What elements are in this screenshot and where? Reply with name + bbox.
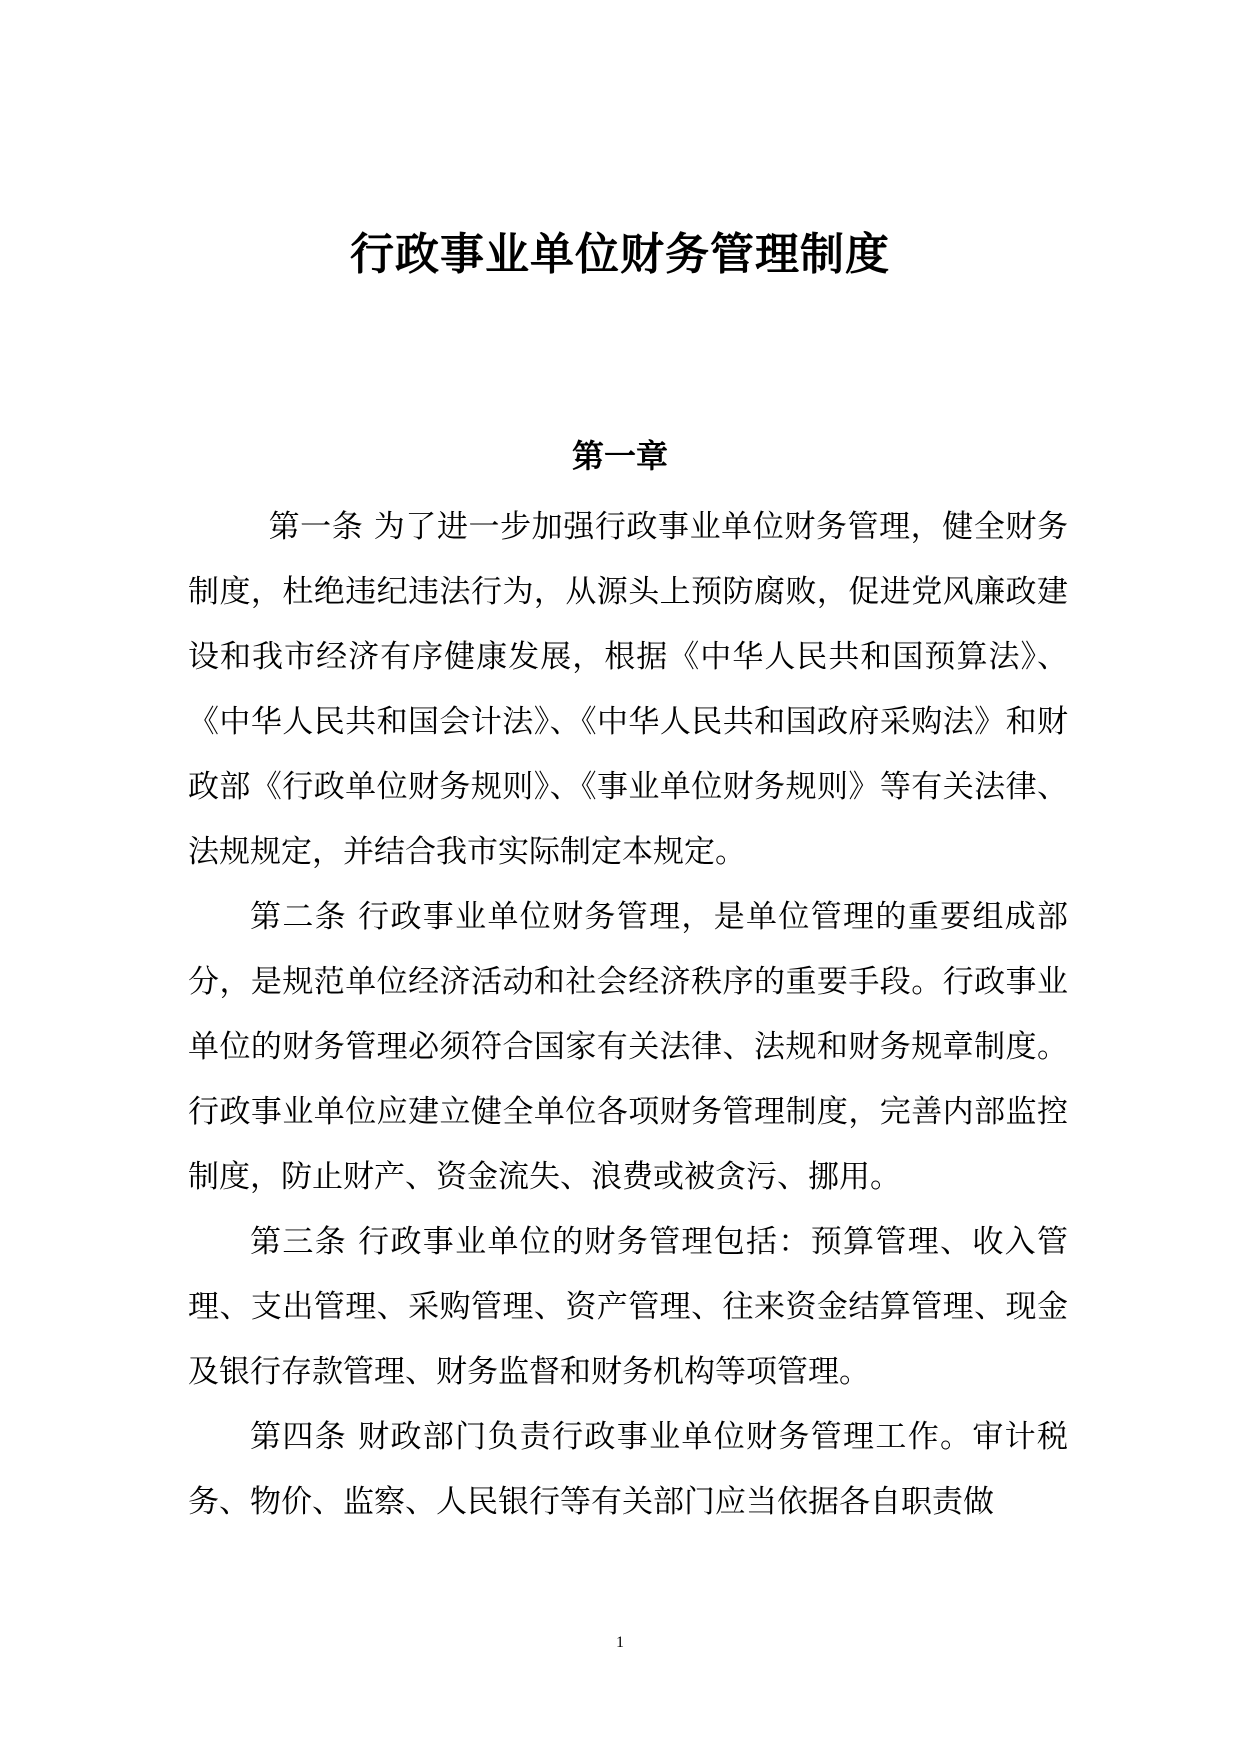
document-title: 行政事业单位财务管理制度 [350,229,890,280]
article-3: 第三条 行政事业单位的财务管理包括：预算管理、收入管理、支出管理、采购管理、资产管理、往来资金结算管理、现金及银行存款管理、财务监督和财务机构等项管理。 [188,1224,1068,1390]
article-1: 第一条 为了进一步加强行政事业单位财务管理，健全财务制度，杜绝违纪违法行为，从源头上预防腐败，促进党风廉政建设和我市经济有序健康发展，根据《中华人民共和国预算法》、《中华人民共和国会计法》、《中华人民共和国政府采购法》和财政部《行政单位财务规则》、《事业单位财务规则》等有关法律、法规规定，并结合我市实际制定本规定。 [188,509,1068,870]
page-number: 1 [616,1634,624,1651]
article-2: 第二条 行政事业单位财务管理，是单位管理的重要组成部分，是规范单位经济活动和社会经济秩序的重要手段。行政事业单位的财务管理必须符合国家有关法律、法规和财务规章制度。行政事业单位应建立健全单位各项财务管理制度，完善内部监控制度，防止财产、资金流失、浪费或被贪污、挪用。 [188,899,1068,1195]
chapter-heading: 第一章 [571,437,668,475]
document-body [188,495,1068,1535]
article-4: 第四条 财政部门负责行政事业单位财务管理工作。审计税务、物价、监察、人民银行等有关部门应当依据各自职责做 [188,1419,1068,1520]
